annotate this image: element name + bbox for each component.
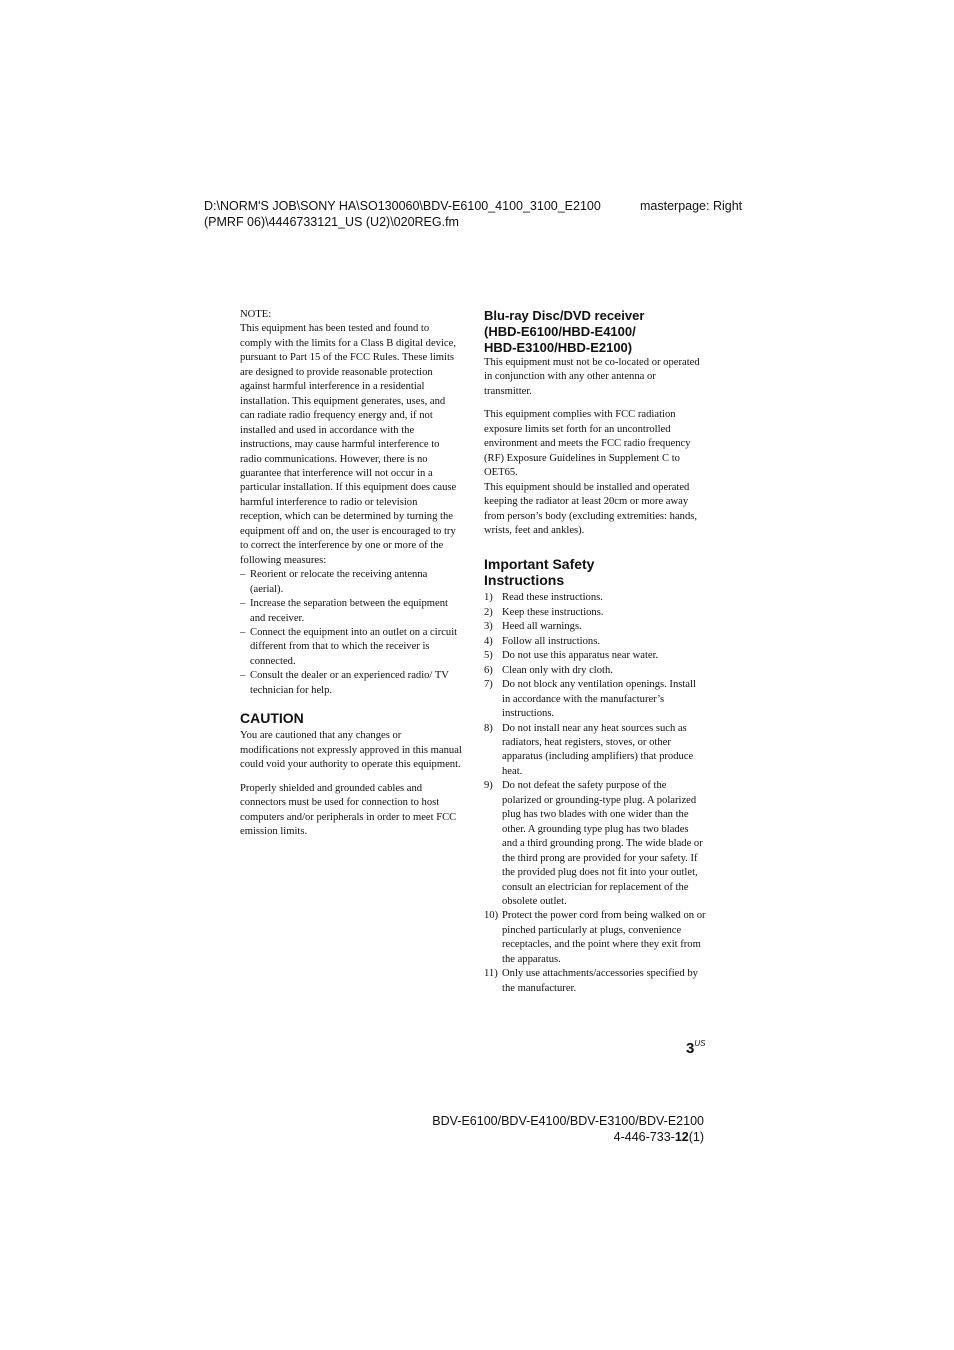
receiver-heading-line-2: (HBD-E6100/HBD-E4100/ bbox=[484, 324, 636, 339]
item-text: Only use attachments/accessories specified by the manufacturer. bbox=[502, 968, 698, 994]
footer-code bbox=[404, 1129, 704, 1145]
item-number: 1) bbox=[484, 592, 493, 604]
list-item bbox=[484, 664, 706, 678]
footer-code-bold: 12 bbox=[674, 1130, 689, 1144]
item-number: 7) bbox=[484, 679, 493, 691]
item-text: Do not use this apparatus near water. bbox=[502, 650, 659, 662]
list-item bbox=[484, 591, 706, 605]
receiver-paragraph-3: This equipment should be installed and operated keeping the radiator at least 20cm or more away from person’s body (excluding extremities: hands, wrists, feet and ankles). bbox=[484, 481, 698, 536]
list-item: – Connect the equipment into an outlet on a circuit different from that to which the receiver is connected. bbox=[240, 626, 462, 669]
item-number: 8) bbox=[484, 722, 493, 734]
safety-heading-line-1: Important Safety bbox=[484, 556, 595, 573]
item-text: Clean only with dry cloth. bbox=[502, 664, 613, 676]
note-text: This equipment has been tested and found to comply with the limits for a Class B digital device, pursuant to Part 15 of the FCC Rules. These limits are designed to provide reasonable protection against harmful interference in a residential installation. This equipment generates, uses, and can radiate radio frequency energy and, if not installed and used in accordance with the instructions, may cause harmful interference to radio communications. However, there is no guarantee that interference will not occur in a particular installation. If this equipment does cause harmful interference to radio or television reception, which can be determined by turning the equipment off and on, the user is encouraged to try to correct the interference by one or more of the following measures: bbox=[240, 323, 457, 566]
model-footer bbox=[404, 1113, 704, 1145]
page-number-suffix: US bbox=[694, 1039, 706, 1048]
item-text: Follow all instructions. bbox=[502, 635, 600, 647]
safety-heading bbox=[484, 556, 706, 588]
list-item bbox=[484, 606, 706, 620]
item-text: Do not defeat the safety purpose of the polarized or grounding-type plug. A polarized plug has two blades with one wider than the other. A grounding type plug has two blades and a third grounding prong. The wide blade or the third prong are provided for your safety. If the provided plug does not fit into your outlet, consult an electrician for replacement of the obsolete outlet. bbox=[502, 780, 703, 907]
footer-code-prefix: 4-446-733- bbox=[613, 1130, 675, 1144]
caution-heading: CAUTION bbox=[240, 710, 304, 727]
footer-code-suffix: (1) bbox=[688, 1130, 704, 1144]
item-text: Protect the power cord from being walked on or pinched particularly at plugs, convenience receptacles, and the point where they exit from the apparatus. bbox=[502, 910, 706, 965]
list-item: – Increase the separation between the equipment and receiver. bbox=[240, 597, 462, 626]
receiver-heading-line-1: Blu-ray Disc/DVD receiver bbox=[484, 308, 645, 323]
left-column bbox=[240, 308, 462, 839]
item-text: Heed all warnings. bbox=[502, 621, 582, 633]
instructions-list bbox=[484, 591, 706, 996]
item-text: Do not block any ventilation openings. Install in accordance with the manufacturer’s instructions. bbox=[502, 679, 696, 720]
safety-heading-line-2: Instructions bbox=[484, 572, 565, 589]
file-path-line-1: D:\NORM'S JOB\SONY HA\SO130060\BDV-E6100_4100_3100_E2100 bbox=[204, 199, 601, 213]
list-item bbox=[484, 779, 706, 909]
footer-models: BDV-E6100/BDV-E4100/BDV-E3100/BDV-E2100 bbox=[432, 1114, 704, 1128]
list-item bbox=[484, 722, 706, 780]
file-path-line-2: (PMRF 06)\4446733121_US (U2)\020REG.fm bbox=[204, 215, 459, 229]
list-item bbox=[484, 649, 706, 663]
caution-paragraph-1: You are cautioned that any changes or modifications not expressly approved in this manual could void your authority to operate this equipment. bbox=[240, 730, 462, 771]
receiver-heading-line-3: HBD-E3100/HBD-E2100) bbox=[484, 340, 633, 355]
item-number: 10) bbox=[484, 910, 499, 922]
page-number bbox=[686, 1040, 705, 1057]
list-item: – Consult the dealer or an experienced radio/ TV technician for help. bbox=[240, 669, 462, 698]
receiver-paragraph-2: This equipment complies with FCC radiation exposure limits set forth for an uncontrolled environment and meets the FCC radio frequency (RF) Exposure Guidelines in Supplement C to OET65. bbox=[484, 409, 691, 479]
item-text: Read these instructions. bbox=[502, 592, 603, 604]
list-item bbox=[484, 620, 706, 634]
receiver-paragraph-1: This equipment must not be co-located or operated in conjunction with any other antenna or transmitter. bbox=[484, 357, 700, 397]
item-number: 6) bbox=[484, 664, 493, 676]
list-item: – Reorient or relocate the receiving antenna (aerial). bbox=[240, 568, 462, 597]
list-item bbox=[484, 909, 706, 967]
item-number: 4) bbox=[484, 635, 493, 647]
list-item bbox=[484, 678, 706, 721]
item-number: 3) bbox=[484, 621, 493, 633]
file-path-header bbox=[204, 198, 624, 230]
note-label: NOTE: bbox=[240, 309, 272, 320]
item-number: 9) bbox=[484, 780, 493, 792]
item-number: 2) bbox=[484, 606, 493, 618]
item-text: Do not install near any heat sources such as radiators, heat registers, stoves, or other apparatus (including amplifiers) that produce heat. bbox=[502, 722, 694, 777]
caution-paragraph-2: Properly shielded and grounded cables and connectors must be used for connection to host computers and/or peripherals in order to meet FCC emission limits. bbox=[240, 782, 457, 837]
page-number-value: 3 bbox=[686, 1040, 695, 1057]
receiver-heading bbox=[484, 308, 706, 356]
item-number: 5) bbox=[484, 650, 493, 662]
item-text: Keep these instructions. bbox=[502, 606, 604, 618]
item-number: 11) bbox=[484, 968, 498, 980]
measures-list bbox=[240, 568, 462, 698]
masterpage-label: masterpage: Right bbox=[640, 199, 743, 213]
right-column bbox=[484, 308, 706, 996]
list-item bbox=[484, 635, 706, 649]
list-item bbox=[484, 967, 706, 996]
